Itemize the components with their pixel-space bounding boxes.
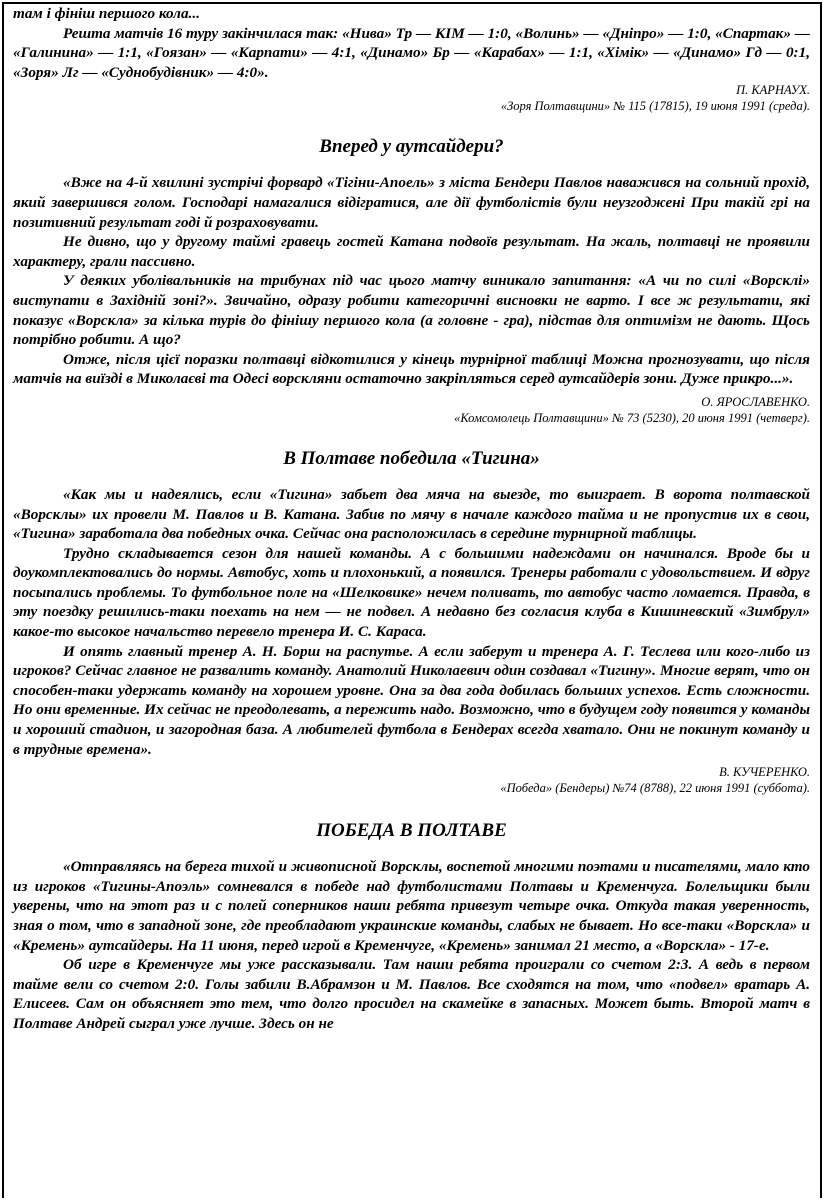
match-results-paragraph: Решта матчів 16 туру закінчилася так: «Нива» Тр — КІМ — 1:0, «Волинь» — «Дніпро» — 1:0, «Спартак» — «Галинина» — 1:1, «Гоязан» — «Карпати» — 4:1, «Динамо» Бр — «Карабах» — 1:1, «Хімік» — «Динамо» Гд — 0:1, «Зоря» Лг — «Суднобудівник» — 4:0».: [13, 24, 810, 81]
article2-title: В Полтаве победила «Тигина»: [283, 447, 540, 469]
article1-paragraph: «Вже на 4-й хвилині зустрічі форвард «Тігіни-Апоель» з міста Бендери Павлов наважився на сольний прохід, який завершився голом. Господарі намагалися відігратися, але дії футболістів були неузгоджені При такій грі на позитивний результат годі й розраховувати.: [13, 174, 810, 231]
article3-paragraph: «Отправляясь на берега тихой и живописной Ворсклы, воспетой многими поэтами и писателями, мало кто из игроков «Тигины-Апоэль» сомневался в победе над футболистами Полтавы и Кременчуга. Болельщики были уверены, что на этот раз и с полей соперников наши ребята привезут четыре очка. Откуда такая уверенность, зная о том, что в западной зоне, где преобладают украинские команды, слабых не бывает. Но все-таки «Ворскла» и «Кремень» аутсайдеры. На 11 июня, перед игрой в Кременчуге, «Кремень» занимал 21 место, а «Ворскла» - 17-е.: [13, 858, 810, 954]
article2-paragraph: Трудно складывается сезон для нашей команды. А с большими надеждами он начинался. Вроде бы и доукомплектовались до нормы. Автобус, хоть и плохонький, а появился. Тренеры работали с удовольствием. И вдруг посыпались проблемы. То футбольное поле на «Шелковике» нечем поливать, то автобус часто ломается. Правда, в эту поездку решились-таки поехать на нем — не подвел. А недавно без согласия клуба в Кишиневский «Зимбрул» какое-то высокое начальство перевело тренера И. С. Караса.: [13, 544, 810, 641]
article1-source: «Комсомолець Полтавщини» № 73 (5230), 20 июня 1991 (четверг).: [454, 410, 810, 425]
article2-paragraph: «Как мы и надеялись, если «Тигина» забьет два мяча на выезде, то выиграет. В ворота полтавской «Ворсклы» их провели М. Павлов и В. Катана. Забив по мячу в начале каждого тайма и не пропустив их в свои, «Тигина» заработала два победных очка. Сейчас она расположилась в середине турнирной таблицы.: [13, 485, 810, 543]
article2-paragraph: И опять главный тренер А. Н. Борш на распутье. А если заберут и тренера А. Г. Теслева или кого-либо из игроков? Сейчас главное не развалить команду. Анатолий Николаевич один создавал «Тигину». Многие верят, что он способен-таки удержать команду на хорошем уровне. Она за два года добилась больших успехов. Есть сложности. Но они временные. Их сейчас не преодолевать, а пережить надо. Возможно, что в будущем году появится у команды и хороший стадион, и загородная база. А любителей футбола в Бендерах всегда хватало. Они не покинут команду и в трудные времена».: [13, 642, 810, 758]
article1-paragraph: У деяких уболівальників на трибунах під час цього матчу виникало запитання: «А чи по силі «Ворсклі» виступати в Західній зоні?». Звичайно, одразу робити категоричні висновки не варто. І все ж результати, які показує «Ворскла» за кілька турів до фінішу першого кола (а головне - гра), підстав для оптимізм не дають. Щось потрібно робити. А що?: [13, 272, 810, 349]
intro-author: П. КАРНАУХ.: [736, 83, 810, 98]
intro-source: «Зоря Полтавщини» № 115 (17815), 19 июня 1991 (среда).: [500, 99, 810, 114]
article1-title: Вперед у аутсайдери?: [319, 136, 504, 158]
article1-author: О. ЯРОСЛАВЕНКО.: [701, 394, 810, 409]
article3-title: ПОБЕДА В ПОЛТАВЕ: [316, 820, 507, 842]
article2-author: В. КУЧЕРЕНКО.: [719, 765, 810, 780]
document-page: [2, 2, 822, 1198]
article1-paragraph: Не дивно, що у другому таймі гравець гостей Катана подвоїв результат. На жаль, полтавці не проявили характеру, грали пассивно.: [13, 233, 810, 270]
article3-paragraph: Об игре в Кременчуге мы уже рассказывали. Там наши ребята проиграли со счетом 2:3. А ведь в первом тайме вели со счетом 2:0. Голы забили В.Абрамзон и М. Павлов. Все сходятся на том, что «подвел» вратарь А. Елисеев. Сам он объясняет это тем, что долго просидел на скамейке в запасных. Может быть. Второй матч в Полтаве Андрей сыграл уже лучше. Здесь он не: [13, 956, 810, 1032]
intro-continuation: там і фініш першого кола...: [13, 5, 200, 22]
article2-source: «Победа» (Бендеры) №74 (8788), 22 июня 1991 (суббота).: [500, 781, 810, 796]
article1-paragraph: Отже, після цієї поразки полтавці відкотилися у кінець турнірної таблиці Можна прогнозувати, що після матчів на виїзді в Миколаєві та Одесі ворскляни остаточно закріпляться серед аутсайдерів зони. Дуже прикро...».: [13, 350, 810, 388]
